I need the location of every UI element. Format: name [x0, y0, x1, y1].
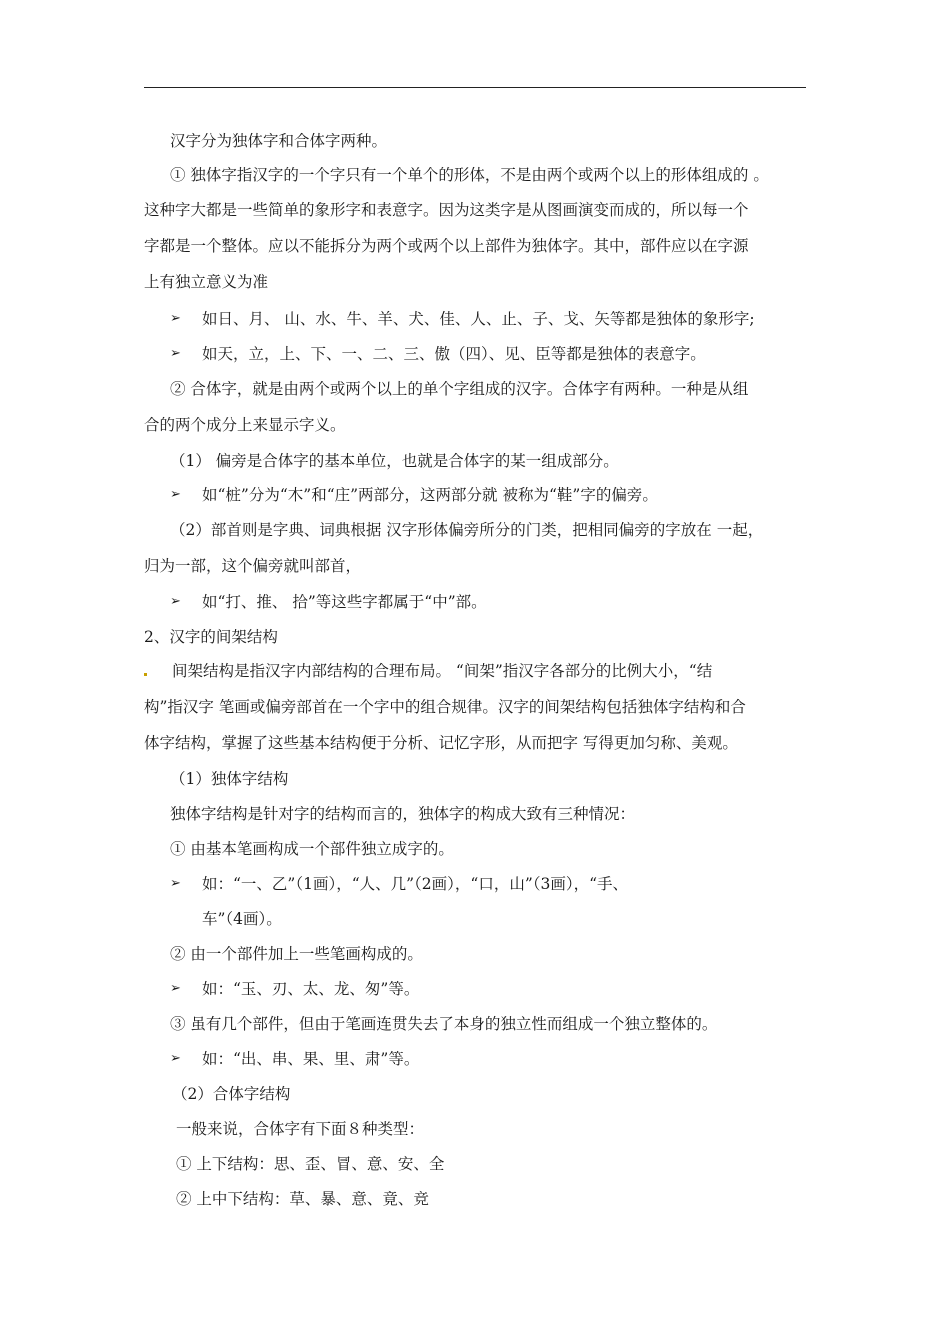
arrow-bullet-icon: ➢: [170, 311, 181, 326]
line-text: 这种字大都是一些简单的象形字和表意字。因为这类字是从图画演变而成的，所以每一个: [144, 201, 749, 219]
text-line: [144, 413, 824, 437]
text-line: [144, 731, 824, 755]
line-text: 字都是一个整体。应以不能拆分为两个或两个以上部件为独体字。其中，部件应以在字源: [144, 237, 749, 255]
text-line: [144, 942, 824, 966]
arrow-bullet-icon: ➢: [170, 487, 181, 502]
bullet-item: [144, 977, 824, 1001]
arrow-bullet-icon: ➢: [170, 1051, 181, 1066]
line-text: ① 上下结构：思、歪、冒、意、安、全: [176, 1155, 445, 1173]
text-line: [144, 163, 824, 187]
line-text: 上有独立意义为准: [144, 273, 269, 291]
line-text: 独体字结构是针对字的结构而言的，独体字的构成大致有三种情况：: [170, 805, 636, 823]
text-line: [144, 270, 824, 294]
text-line: [144, 1152, 824, 1176]
text-line: [144, 1187, 824, 1211]
text-line: [144, 198, 824, 222]
line-text: 车”（4画）。: [202, 910, 282, 928]
bullet-item: [144, 307, 824, 331]
text-line: [144, 1012, 824, 1036]
header-rule: [144, 87, 806, 88]
bullet-item: [144, 872, 824, 896]
line-text: 一般来说，合体字有下面８种类型：: [176, 1120, 425, 1138]
bullet-text: 如日、月、 山、水、牛、羊、犬、佳、人、止、子、戈、矢等都是独体的象形字;: [202, 310, 755, 328]
bullet-text: 如天，立，上、下、一、二、三、傲（四）、见、臣等都是独体的表意字。: [202, 345, 706, 363]
bullet-item: [144, 1047, 824, 1071]
section-heading: [144, 625, 824, 649]
text-line: [144, 377, 824, 401]
line-text: （2）合体字结构: [172, 1085, 291, 1103]
text-line: [144, 449, 824, 473]
text-line: [144, 695, 824, 719]
line-text: 合的两个成分上来显示字义。: [144, 416, 346, 434]
bullet-text: 如“桩”分为“木”和“庄”两部分，这两部分就 被称为“鞋”字的偏旁。: [202, 486, 658, 504]
bullet-item: [144, 342, 824, 366]
arrow-bullet-icon: ➢: [170, 594, 181, 609]
line-text: ① 独体字指汉字的一个字只有一个单个的形体，不是由两个或两个以上的形体组成的 。: [170, 166, 769, 184]
line-text: （1） 偏旁是合体字的基本单位，也就是合体字的某一组成部分。: [170, 452, 619, 470]
text-line: [144, 518, 824, 542]
text-line: [144, 837, 824, 861]
bullet-text: 如：“出、串、果、里、肃”等。: [202, 1050, 420, 1068]
line-text: 体字结构，掌握了这些基本结构便于分析、记忆字形，从而把字 写得更加匀称、美观。: [144, 734, 738, 752]
line-text: ③ 虽有几个部件，但由于笔画连贯失去了本身的独立性而组成一个独立整体的。: [170, 1015, 718, 1033]
line-text: （1）独体字结构: [170, 770, 289, 788]
line-text: 汉字分为独体字和合体字两种。: [170, 132, 388, 150]
subheading: [144, 767, 824, 791]
line-text: 间架结构是指汉字内部结构的合理布局。 “间架”指汉字各部分的比例大小，“结: [172, 662, 713, 680]
text-line: [144, 554, 824, 578]
bullet-item: [144, 483, 824, 507]
line-text: 归为一部，这个偏旁就叫部首，: [144, 557, 362, 575]
text-line: [144, 802, 824, 826]
line-text: ② 由一个部件加上一些笔画构成的。: [170, 945, 423, 963]
line-text: ① 由基本笔画构成一个部件独立成字的。: [170, 840, 454, 858]
bullet-item: [144, 590, 824, 614]
text-line: [144, 1117, 824, 1141]
arrow-bullet-icon: ➢: [170, 346, 181, 361]
subheading: [144, 1082, 824, 1106]
text-line: [144, 234, 824, 258]
text-line: [144, 659, 824, 683]
arrow-bullet-icon: ➢: [170, 981, 181, 996]
bullet-text: 如：“一、乙”（1画），“人、几”（2画），“口，山”（3画），“手、: [202, 875, 629, 893]
text-line: [144, 129, 824, 153]
line-text: ② 合体字，就是由两个或两个以上的单个字组成的汉字。合体字有两种。一种是从组: [170, 380, 749, 398]
bullet-text: 如：“玉、刃、太、龙、匆”等。: [202, 980, 420, 998]
text-line: [144, 907, 824, 931]
line-text: ② 上中下结构：草、暴、意、竟、竞: [176, 1190, 429, 1208]
bullet-text: 如“打、推、 拾”等这些字都属于“中”部。: [202, 593, 487, 611]
arrow-bullet-icon: ➢: [170, 876, 181, 891]
line-text: 构”指汉字 笔画或偏旁部首在一个字中的组合规律。汉字的间架结构包括独体字结构和合: [144, 698, 746, 716]
line-text: （2）部首则是字典、词典根据 汉字形体偏旁所分的门类，把相同偏旁的字放在 一起，: [170, 521, 764, 539]
line-text: 2、汉字的间架结构: [144, 628, 278, 646]
